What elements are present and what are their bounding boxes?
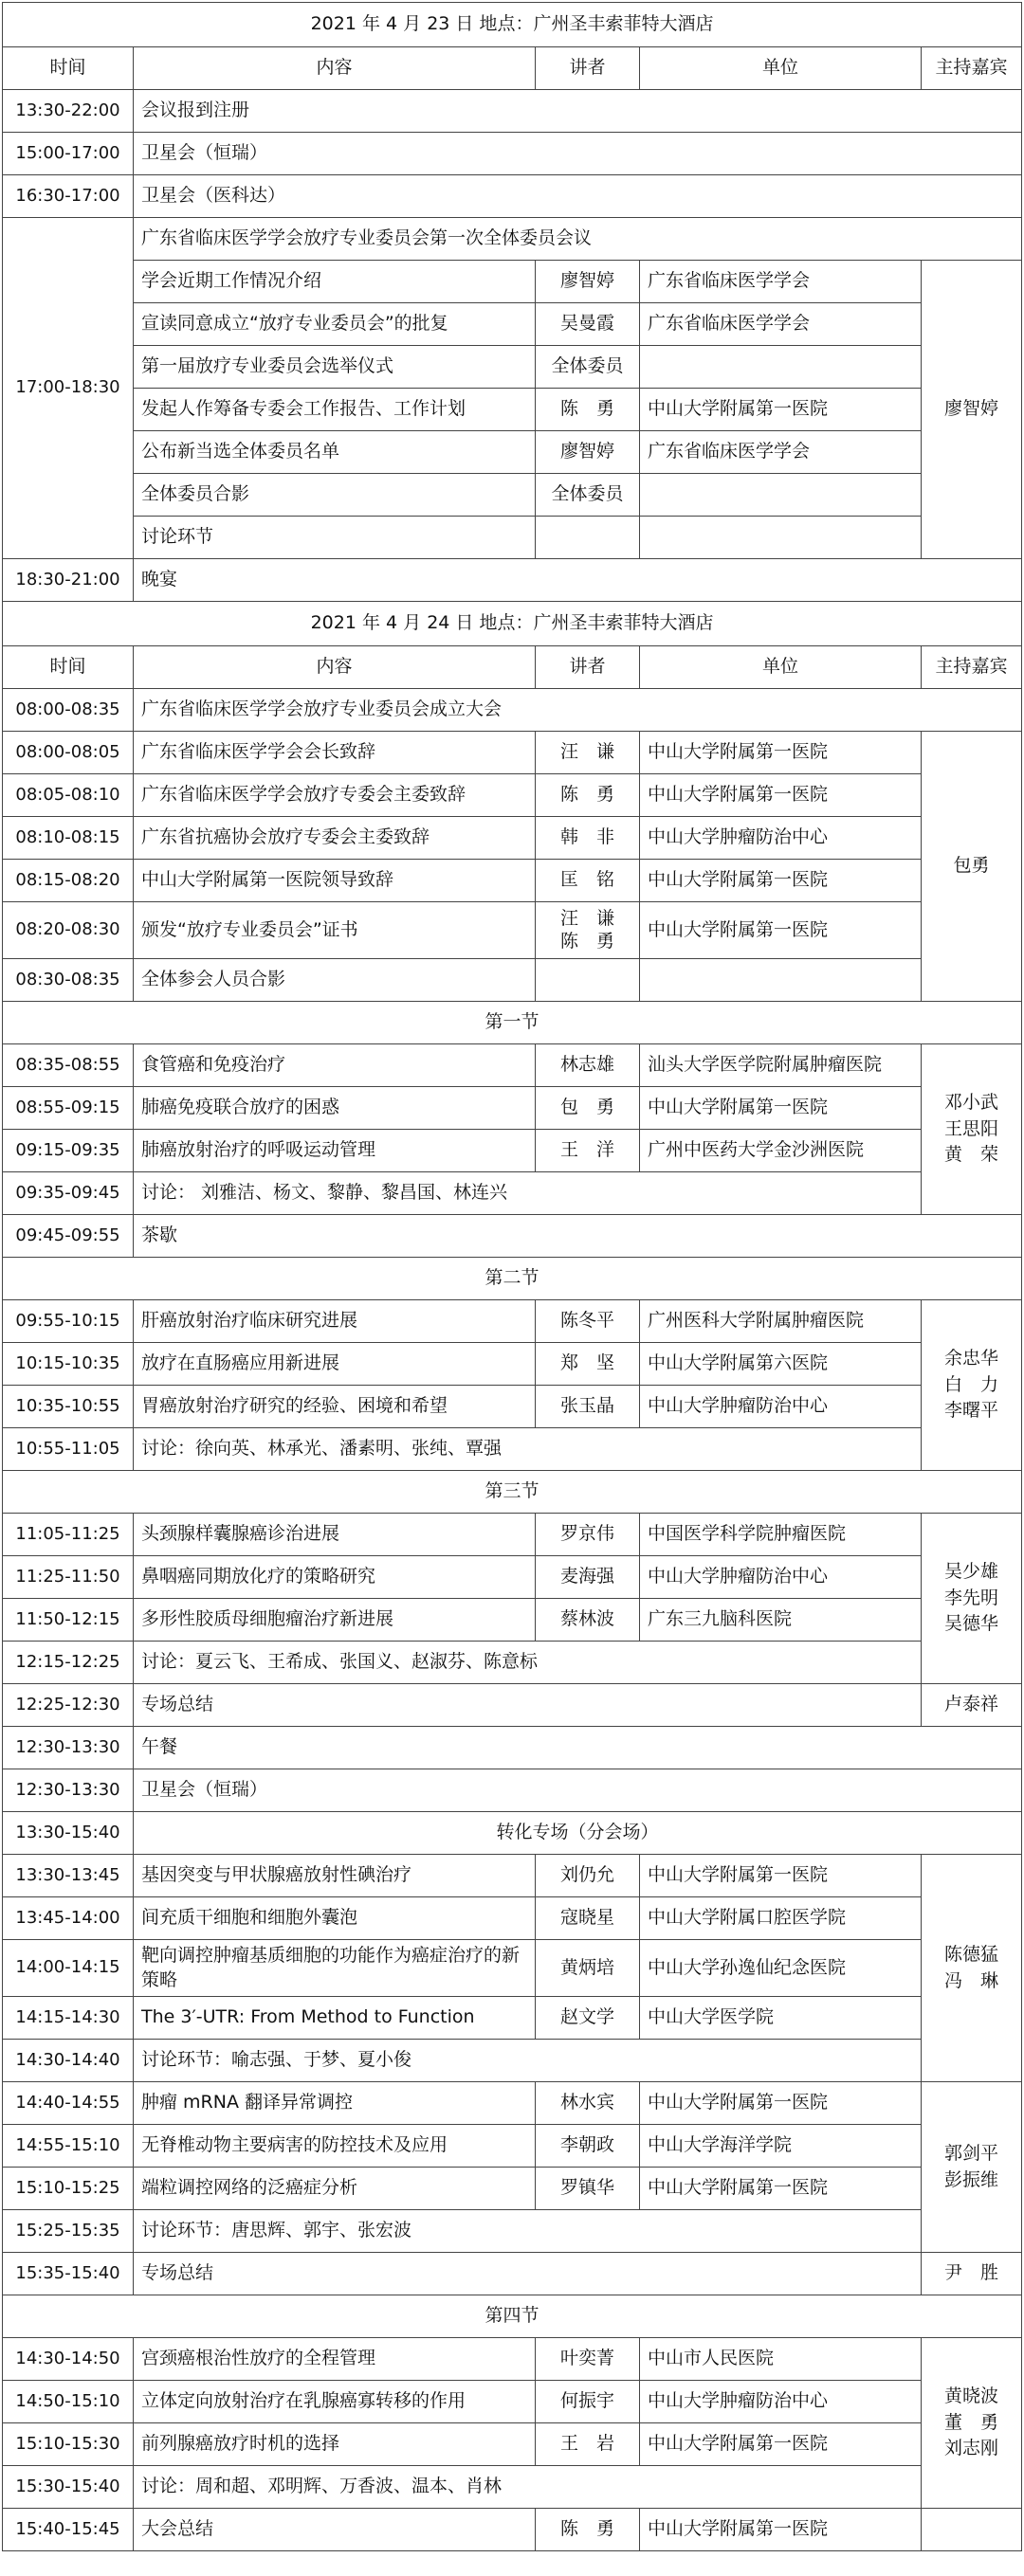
- content-cell: 食管癌和免疫治疗: [134, 1044, 536, 1087]
- host-name: 董 勇: [944, 2411, 999, 2433]
- speaker-cell: 蔡林波: [536, 1599, 640, 1642]
- table-row: [3, 689, 1022, 732]
- time-cell: 15:35-15:40: [3, 2253, 134, 2295]
- time-cell: 18:30-21:00: [3, 559, 134, 602]
- table-row: [3, 474, 1022, 517]
- time-cell: 08:30-08:35: [3, 959, 134, 1002]
- section-title-row: [3, 2295, 1022, 2338]
- table-row: [3, 1087, 1022, 1130]
- table-row: [3, 389, 1022, 431]
- time-cell: 11:25-11:50: [3, 1556, 134, 1599]
- host-name: 李曙平: [944, 1400, 999, 1422]
- table-row: [3, 774, 1022, 817]
- content-cell: 宫颈癌根治性放疗的全程管理: [134, 2338, 536, 2381]
- speaker-cell: 全体委员: [536, 346, 640, 389]
- day1-title: 2021 年 4 月 23 日 地点：广州圣丰索菲特大酒店: [3, 3, 1022, 47]
- content-cell: 无脊椎动物主要病害的防控技术及应用: [134, 2125, 536, 2168]
- speaker-cell: 陈冬平: [536, 1300, 640, 1343]
- speaker-cell: 罗京伟: [536, 1514, 640, 1556]
- content-cell: 晚宴: [134, 559, 1022, 602]
- unit-cell: 中山大学附属第一医院: [640, 902, 922, 959]
- content-cell: 肿瘤 mRNA 翻译异常调控: [134, 2082, 536, 2125]
- speaker-name: 汪 谦: [559, 907, 614, 929]
- table-row: [3, 2210, 1022, 2253]
- unit-cell: [640, 346, 922, 389]
- table-row: [3, 2509, 1022, 2551]
- table-row: [3, 1855, 1022, 1897]
- header-time: 时间: [3, 47, 134, 90]
- host-cell: 尹 胜: [922, 2253, 1022, 2295]
- section-title: 第四节: [3, 2295, 1022, 2338]
- content-cell: 广东省抗癌协会放疗专委会主委致辞: [134, 817, 536, 860]
- time-cell: 14:00-14:15: [3, 1940, 134, 1997]
- time-cell: 09:35-09:45: [3, 1172, 134, 1215]
- unit-cell: 中山大学附属第一医院: [640, 2423, 922, 2466]
- content-cell: 基因突变与甲状腺癌放射性碘治疗: [134, 1855, 536, 1897]
- speaker-cell: 陈 勇: [536, 2509, 640, 2551]
- time-cell: 10:55-11:05: [3, 1428, 134, 1471]
- content-cell: 大会总结: [134, 2509, 536, 2551]
- content-cell: 立体定向放射治疗在乳腺癌寡转移的作用: [134, 2381, 536, 2423]
- content-cell: 发起人作筹备专委会工作报告、工作计划: [134, 389, 536, 431]
- host-cell: 包勇: [922, 732, 1022, 1002]
- speaker-cell: 王 洋: [536, 1130, 640, 1172]
- host-name: 吴少雄: [944, 1561, 999, 1583]
- time-cell: 14:50-15:10: [3, 2381, 134, 2423]
- table-row: [3, 431, 1022, 474]
- content-cell: 全体委员合影: [134, 474, 536, 517]
- unit-cell: 中山大学附属口腔医学院: [640, 1897, 922, 1940]
- time-cell: 12:25-12:30: [3, 1684, 134, 1727]
- speaker-cell: 汪 谦: [536, 732, 640, 774]
- time-cell: 08:55-09:15: [3, 1087, 134, 1130]
- host-name: 冯 琳: [944, 1969, 999, 1991]
- unit-cell: 中山大学附属第六医院: [640, 1343, 922, 1386]
- content-cell: 专场总结: [134, 1684, 922, 1727]
- table-row: [3, 959, 1022, 1002]
- speaker-cell: 麦海强: [536, 1556, 640, 1599]
- unit-cell: 中山大学附属第一医院: [640, 2509, 922, 2551]
- unit-cell: 中山大学肿瘤防治中心: [640, 1556, 922, 1599]
- time-cell: 14:55-15:10: [3, 2125, 134, 2168]
- table-row: [3, 1684, 1022, 1727]
- table-row: [3, 1727, 1022, 1769]
- table-row: [3, 732, 1022, 774]
- speaker-cell: 廖智婷: [536, 261, 640, 303]
- unit-cell: 中山大学肿瘤防治中心: [640, 1386, 922, 1428]
- content-cell: 端粒调控网络的泛癌症分析: [134, 2168, 536, 2210]
- header-host: 主持嘉宾: [922, 47, 1022, 90]
- section-title: 第三节: [3, 1471, 1022, 1514]
- content-cell: 宣读同意成立“放疗专业委员会”的批复: [134, 303, 536, 346]
- time-cell: 12:30-13:30: [3, 1727, 134, 1769]
- table-row: [3, 1940, 1022, 1997]
- table-row: [3, 1172, 1022, 1215]
- speaker-cell: 叶奕菁: [536, 2338, 640, 2381]
- host-name: 李先明: [944, 1587, 999, 1608]
- block-heading: 广东省临床医学学会放疗专业委员会第一次全体委员会议: [134, 218, 1022, 261]
- content-cell: 放疗在直肠癌应用新进展: [134, 1343, 536, 1386]
- header-unit: 单位: [640, 646, 922, 689]
- time-cell: 11:50-12:15: [3, 1599, 134, 1642]
- table-row: [3, 133, 1022, 175]
- host-name: 陈德猛: [944, 1943, 999, 1965]
- host-name: 刘志刚: [944, 2438, 999, 2459]
- discussion-cell: 讨论： 刘雅洁、杨文、黎静、黎昌国、林连兴: [134, 1172, 922, 1215]
- table-row: [3, 817, 1022, 860]
- host-cell: [922, 2082, 1022, 2253]
- time-cell: 11:05-11:25: [3, 1514, 134, 1556]
- unit-cell: 中山市人民医院: [640, 2338, 922, 2381]
- time-cell: 12:15-12:25: [3, 1642, 134, 1684]
- content-cell: 卫星会（医科达）: [134, 175, 1022, 218]
- host-cell: 卢泰祥: [922, 1684, 1022, 1727]
- speaker-cell: 廖智婷: [536, 431, 640, 474]
- table-row: [3, 2040, 1022, 2082]
- header-time: 时间: [3, 646, 134, 689]
- speaker-cell: 吴曼霞: [536, 303, 640, 346]
- unit-cell: 中山大学附属第一医院: [640, 1855, 922, 1897]
- unit-cell: 中山大学海洋学院: [640, 2125, 922, 2168]
- table-row: [3, 1556, 1022, 1599]
- section-title-row: [3, 1471, 1022, 1514]
- time-cell: 16:30-17:00: [3, 175, 134, 218]
- time-cell: 08:05-08:10: [3, 774, 134, 817]
- section-title: 第一节: [3, 1002, 1022, 1044]
- table-row: [3, 2338, 1022, 2381]
- host-cell: [922, 1300, 1022, 1471]
- table-row: [3, 517, 1022, 559]
- header-row: [3, 47, 1022, 90]
- time-cell: 08:10-08:15: [3, 817, 134, 860]
- unit-cell: [640, 517, 922, 559]
- time-cell: 14:40-14:55: [3, 2082, 134, 2125]
- table-row: [3, 1428, 1022, 1471]
- unit-cell: 中山大学附属第一医院: [640, 774, 922, 817]
- unit-cell: 汕头大学医学院附属肿瘤医院: [640, 1044, 922, 1087]
- table-row: [3, 2168, 1022, 2210]
- day2-title-row: [3, 602, 1022, 646]
- discussion-cell: 讨论环节：唐思辉、郭宇、张宏波: [134, 2210, 922, 2253]
- unit-cell: 中山大学附属第一医院: [640, 732, 922, 774]
- speaker-name: 陈 勇: [559, 930, 614, 952]
- speaker-cell: 林志雄: [536, 1044, 640, 1087]
- unit-cell: 中国医学科学院肿瘤医院: [640, 1514, 922, 1556]
- day2-title: 2021 年 4 月 24 日 地点：广州圣丰索菲特大酒店: [3, 602, 1022, 646]
- speaker-cell: 李朝政: [536, 2125, 640, 2168]
- discussion-cell: 讨论：夏云飞、王希成、张国义、赵淑芬、陈意标: [134, 1642, 922, 1684]
- unit-cell: 广东省临床医学学会: [640, 261, 922, 303]
- content-cell: 胃癌放射治疗研究的经验、困境和希望: [134, 1386, 536, 1428]
- header-speaker: 讲者: [536, 47, 640, 90]
- table-row: [3, 2466, 1022, 2509]
- time-cell: 08:00-08:05: [3, 732, 134, 774]
- section-title: 转化专场（分会场）: [134, 1812, 1022, 1855]
- header-content: 内容: [134, 47, 536, 90]
- unit-cell: 中山大学附属第一医院: [640, 1087, 922, 1130]
- content-cell: 鼻咽癌同期放化疗的策略研究: [134, 1556, 536, 1599]
- section-title-row: [3, 1002, 1022, 1044]
- time-cell: 10:15-10:35: [3, 1343, 134, 1386]
- table-row: [3, 1044, 1022, 1087]
- content-cell: 肺癌放射治疗的呼吸运动管理: [134, 1130, 536, 1172]
- content-cell: 肝癌放射治疗临床研究进展: [134, 1300, 536, 1343]
- discussion-cell: 讨论：徐向英、林承光、潘素明、张纯、覃强: [134, 1428, 922, 1471]
- unit-cell: 中山大学附属第一医院: [640, 389, 922, 431]
- discussion-cell: 讨论环节：喻志强、于梦、夏小俊: [134, 2040, 922, 2082]
- content-cell: 颁发“放疗专业委员会”证书: [134, 902, 536, 959]
- content-cell: 专场总结: [134, 2253, 922, 2295]
- table-row: [3, 90, 1022, 133]
- content-cell: 卫星会（恒瑞）: [134, 133, 1022, 175]
- table-row: [3, 1812, 1022, 1855]
- table-row: [3, 261, 1022, 303]
- speaker-cell: 黄炳培: [536, 1940, 640, 1997]
- time-cell: 08:00-08:35: [3, 689, 134, 732]
- unit-cell: 中山大学孙逸仙纪念医院: [640, 1940, 922, 1997]
- table-row: [3, 2253, 1022, 2295]
- table-row: [3, 1897, 1022, 1940]
- speaker-cell: 郑 坚: [536, 1343, 640, 1386]
- host-name: 黄晓波: [944, 2386, 999, 2407]
- content-cell: 多形性胶质母细胞瘤治疗新进展: [134, 1599, 536, 1642]
- speaker-cell: 刘仍允: [536, 1855, 640, 1897]
- header-unit: 单位: [640, 47, 922, 90]
- time-cell: 10:35-10:55: [3, 1386, 134, 1428]
- unit-cell: 广州医科大学附属肿瘤医院: [640, 1300, 922, 1343]
- table-row: [3, 1300, 1022, 1343]
- speaker-cell: 匡 铭: [536, 860, 640, 902]
- unit-cell: 广州中医药大学金沙洲医院: [640, 1130, 922, 1172]
- host-cell: [922, 2338, 1022, 2509]
- host-name: 黄 荣: [944, 1144, 999, 1166]
- content-cell: 广东省临床医学学会会长致辞: [134, 732, 536, 774]
- host-cell: [922, 1855, 1022, 2082]
- speaker-cell: [536, 517, 640, 559]
- host-name: 彭振维: [944, 2168, 999, 2190]
- time-cell: 13:30-22:00: [3, 90, 134, 133]
- table-row: [3, 1343, 1022, 1386]
- host-cell: 廖智婷: [922, 261, 1022, 559]
- section-title-row: [3, 1258, 1022, 1300]
- table-row: [3, 303, 1022, 346]
- schedule-table: [2, 2, 1022, 2551]
- time-cell: 15:10-15:30: [3, 2423, 134, 2466]
- table-row: [3, 2381, 1022, 2423]
- host-name: 吴德华: [944, 1613, 999, 1635]
- time-cell: 13:30-15:40: [3, 1812, 134, 1855]
- unit-cell: 中山大学肿瘤防治中心: [640, 2381, 922, 2423]
- content-cell: 讨论环节: [134, 517, 536, 559]
- unit-cell: 广东三九脑科医院: [640, 1599, 922, 1642]
- speaker-cell: 王 岩: [536, 2423, 640, 2466]
- discussion-cell: 讨论：周和超、邓明辉、万香波、温本、肖林: [134, 2466, 922, 2509]
- block-heading: 广东省临床医学学会放疗专业委员会成立大会: [134, 689, 1022, 732]
- table-row: [3, 1130, 1022, 1172]
- table-row: [3, 902, 1022, 959]
- unit-cell: 中山大学医学院: [640, 1997, 922, 2040]
- time-cell: 08:20-08:30: [3, 902, 134, 959]
- table-row: [3, 1215, 1022, 1258]
- unit-cell: 广东省临床医学学会: [640, 431, 922, 474]
- content-cell: 中山大学附属第一医院领导致辞: [134, 860, 536, 902]
- host-cell: [922, 1044, 1022, 1215]
- speaker-cell: 陈 勇: [536, 389, 640, 431]
- content-cell: 前列腺癌放疗时机的选择: [134, 2423, 536, 2466]
- speaker-cell: 全体委员: [536, 474, 640, 517]
- table-row: [3, 2082, 1022, 2125]
- content-cell: 公布新当选全体委员名单: [134, 431, 536, 474]
- day1-title-row: [3, 3, 1022, 47]
- unit-cell: [640, 959, 922, 1002]
- table-row: [3, 175, 1022, 218]
- table-row: [3, 559, 1022, 602]
- speaker-cell: 赵文学: [536, 1997, 640, 2040]
- header-content: 内容: [134, 646, 536, 689]
- content-cell: 会议报到注册: [134, 90, 1022, 133]
- time-cell: 15:10-15:25: [3, 2168, 134, 2210]
- host-name: 邓小武: [944, 1092, 999, 1114]
- unit-cell: 广东省临床医学学会: [640, 303, 922, 346]
- table-row: [3, 346, 1022, 389]
- speaker-cell: 韩 非: [536, 817, 640, 860]
- time-cell: 14:30-14:50: [3, 2338, 134, 2381]
- speaker-cell: 罗镇华: [536, 2168, 640, 2210]
- content-cell: 卫星会（恒瑞）: [134, 1769, 1022, 1812]
- content-cell: The 3′-UTR: From Method to Function: [134, 1997, 536, 2040]
- header-row: [3, 646, 1022, 689]
- speaker-cell: 何振宇: [536, 2381, 640, 2423]
- header-speaker: 讲者: [536, 646, 640, 689]
- unit-cell: 中山大学附属第一医院: [640, 2168, 922, 2210]
- time-cell: 17:00-18:30: [3, 218, 134, 559]
- unit-cell: 中山大学附属第一医院: [640, 2082, 922, 2125]
- host-cell: [922, 1514, 1022, 1684]
- time-cell: 09:15-09:35: [3, 1130, 134, 1172]
- table-row: [3, 2423, 1022, 2466]
- time-cell: 09:55-10:15: [3, 1300, 134, 1343]
- content-cell: 间充质干细胞和细胞外囊泡: [134, 1897, 536, 1940]
- table-row: [3, 1514, 1022, 1556]
- host-name: 王思阳: [944, 1117, 999, 1139]
- content-cell: 学会近期工作情况介绍: [134, 261, 536, 303]
- content-cell: 头颈腺样囊腺癌诊治进展: [134, 1514, 536, 1556]
- speaker-cell: 林水宾: [536, 2082, 640, 2125]
- content-cell: 肺癌免疫联合放疗的困惑: [134, 1087, 536, 1130]
- time-cell: 13:45-14:00: [3, 1897, 134, 1940]
- table-row: [3, 1642, 1022, 1684]
- time-cell: 08:15-08:20: [3, 860, 134, 902]
- speaker-cell: 张玉晶: [536, 1386, 640, 1428]
- time-cell: 15:00-17:00: [3, 133, 134, 175]
- time-cell: 15:30-15:40: [3, 2466, 134, 2509]
- host-name: 余忠华: [944, 1348, 999, 1370]
- content-cell: 午餐: [134, 1727, 1022, 1769]
- content-cell: 广东省临床医学学会放疗专委会主委致辞: [134, 774, 536, 817]
- section-title: 第二节: [3, 1258, 1022, 1300]
- time-cell: 15:40-15:45: [3, 2509, 134, 2551]
- speaker-cell: 寇晓星: [536, 1897, 640, 1940]
- time-cell: 08:35-08:55: [3, 1044, 134, 1087]
- content-cell: 第一届放疗专业委员会选举仪式: [134, 346, 536, 389]
- host-name: 白 力: [944, 1373, 999, 1395]
- host-cell: [922, 2509, 1022, 2551]
- table-row: [3, 860, 1022, 902]
- unit-cell: [640, 474, 922, 517]
- speaker-cell: 包 勇: [536, 1087, 640, 1130]
- content-cell: 茶歇: [134, 1215, 1022, 1258]
- speaker-cell: [536, 959, 640, 1002]
- table-row: [3, 218, 1022, 261]
- header-host: 主持嘉宾: [922, 646, 1022, 689]
- time-cell: 15:25-15:35: [3, 2210, 134, 2253]
- unit-cell: 中山大学肿瘤防治中心: [640, 817, 922, 860]
- speaker-cell: 陈 勇: [536, 774, 640, 817]
- table-row: [3, 1599, 1022, 1642]
- table-row: [3, 1386, 1022, 1428]
- time-cell: 09:45-09:55: [3, 1215, 134, 1258]
- time-cell: 12:30-13:30: [3, 1769, 134, 1812]
- table-row: [3, 2125, 1022, 2168]
- time-cell: 13:30-13:45: [3, 1855, 134, 1897]
- host-name: 郭剑平: [944, 2142, 999, 2164]
- content-cell: 靶向调控肿瘤基质细胞的功能作为癌症治疗的新策略: [134, 1940, 536, 1997]
- time-cell: 14:15-14:30: [3, 1997, 134, 2040]
- time-cell: 14:30-14:40: [3, 2040, 134, 2082]
- speaker-cell: [536, 902, 640, 959]
- table-row: [3, 1769, 1022, 1812]
- table-row: [3, 1997, 1022, 2040]
- unit-cell: 中山大学附属第一医院: [640, 860, 922, 902]
- content-cell: 全体参会人员合影: [134, 959, 536, 1002]
